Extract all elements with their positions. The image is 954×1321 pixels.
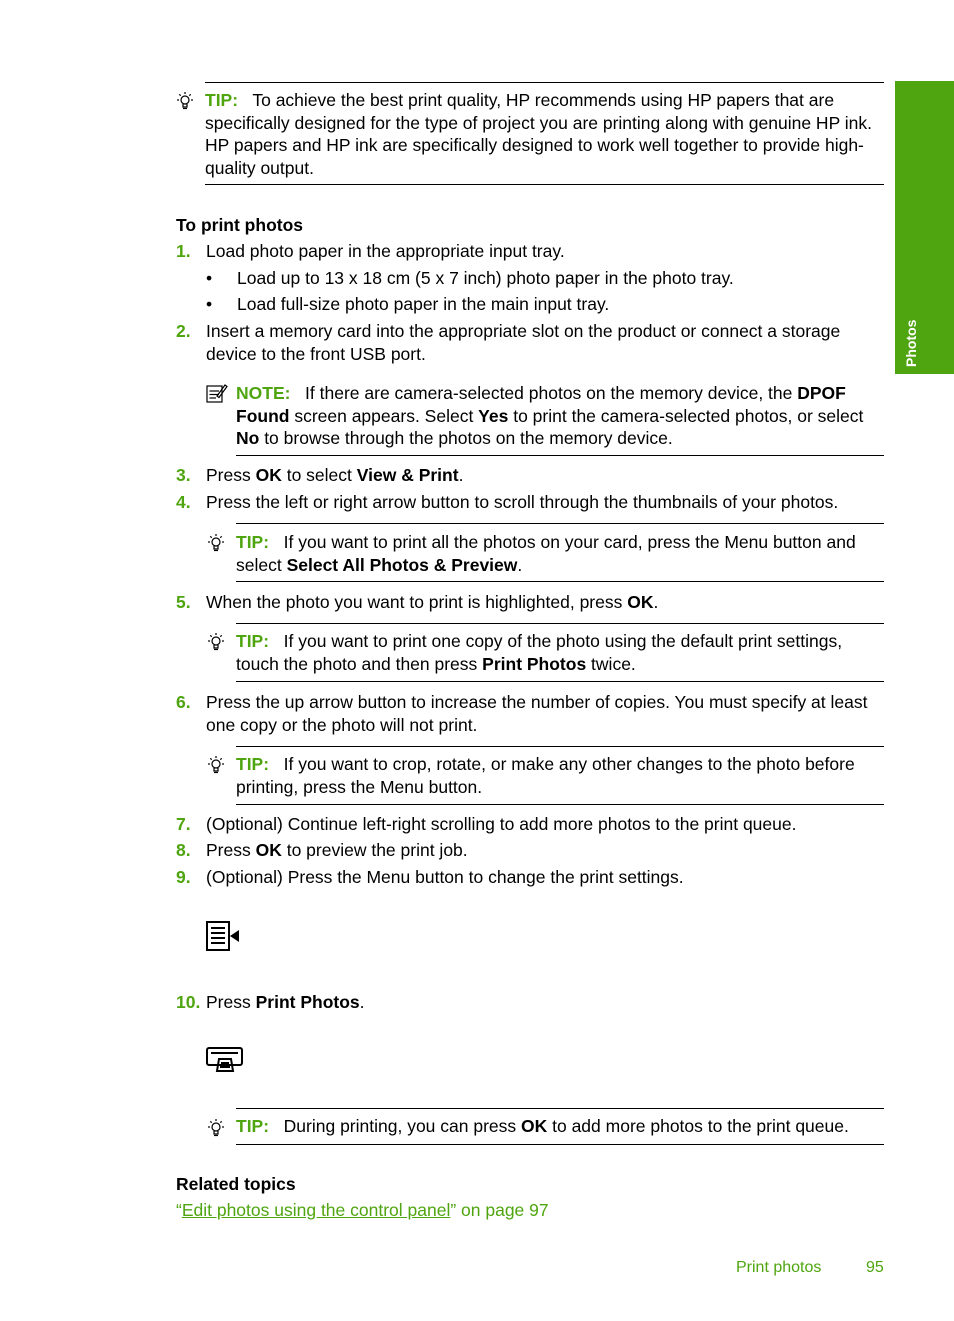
step-number: 6.	[176, 692, 191, 712]
step-number: 9.	[176, 867, 191, 887]
divider	[236, 681, 884, 682]
menu-button-icon	[205, 919, 241, 953]
step-number: 1.	[176, 241, 191, 261]
lightbulb-icon	[175, 91, 195, 111]
divider	[236, 455, 884, 456]
divider	[236, 1108, 884, 1109]
divider	[236, 746, 884, 747]
divider	[236, 804, 884, 805]
tip-text: TIP: During printing, you can press OK to add more photos to the print queue.	[236, 1116, 849, 1136]
footer-section: Print photos	[736, 1259, 822, 1276]
step-text: Press OK to select View & Print.	[206, 465, 464, 485]
step-number: 2.	[176, 321, 191, 341]
divider	[205, 184, 884, 185]
bullet-text: Load full-size photo paper in the main input tray.	[237, 294, 610, 314]
tip-text: TIP: If you want to print all the photos on your card, press the Menu button and select Select All Photos & Preview.	[236, 532, 856, 575]
tip-text: TIP: If you want to crop, rotate, or make any other changes to the photo before printing, press the Menu button.	[236, 754, 855, 797]
step-text: Press the left or right arrow button to scroll through the thumbnails of your photos.	[206, 492, 839, 512]
bullet: •	[206, 268, 213, 288]
step-text: Load photo paper in the appropriate input tray.	[206, 241, 565, 261]
bullet: •	[206, 294, 213, 314]
step-number: 10.	[176, 992, 201, 1012]
step-text: Press the up arrow button to increase the number of copies. You must specify at least one copy or the photo will not print.	[206, 692, 868, 735]
step-text: Press OK to preview the print job.	[206, 840, 468, 860]
related-link-line: “Edit photos using the control panel” on page 97	[176, 1200, 549, 1220]
section-heading: To print photos	[176, 215, 304, 235]
lightbulb-icon	[206, 632, 226, 652]
related-heading: Related topics	[176, 1174, 296, 1194]
tip-text: TIP: To achieve the best print quality, HP recommends using HP papers that are specifically designed for the type of project you are printing along with genuine HP ink. HP papers and HP ink are specifically designed to work well together to provide high-quality output.	[205, 90, 873, 178]
lightbulb-icon	[206, 1118, 226, 1138]
step-text: (Optional) Press the Menu button to change the print settings.	[206, 867, 684, 887]
tip-text: TIP: If you want to print one copy of the photo using the default print settings, touch the photo and then press Print Photos twice.	[236, 631, 843, 674]
step-number: 3.	[176, 465, 191, 485]
page-number: 95	[866, 1259, 884, 1276]
step-number: 4.	[176, 492, 191, 512]
lightbulb-icon	[206, 533, 226, 553]
lightbulb-icon	[206, 755, 226, 775]
divider	[236, 581, 884, 582]
divider	[236, 1144, 884, 1145]
note-icon	[206, 383, 228, 403]
step-text: Insert a memory card into the appropriate slot on the product or connect a storage device to the front USB port.	[206, 321, 841, 364]
print-button-icon	[205, 1045, 245, 1075]
step-text: Press Print Photos.	[206, 992, 365, 1012]
note-text: NOTE: If there are camera-selected photos on the memory device, the DPOF Found screen appears. Select Yes to print the camera-selected photos, or select No to browse through the photos on the memory device.	[236, 383, 864, 448]
divider	[236, 623, 884, 624]
step-text: When the photo you want to print is highlighted, press OK.	[206, 592, 659, 612]
divider	[236, 523, 884, 524]
bullet-text: Load up to 13 x 18 cm (5 x 7 inch) photo paper in the photo tray.	[237, 268, 734, 288]
related-link[interactable]: Edit photos using the control panel	[181, 1200, 451, 1220]
step-number: 5.	[176, 592, 191, 612]
divider	[205, 82, 884, 83]
side-tab-label: Photos	[903, 319, 919, 367]
step-text: (Optional) Continue left-right scrolling to add more photos to the print queue.	[206, 814, 797, 834]
step-number: 8.	[176, 840, 191, 860]
step-number: 7.	[176, 814, 191, 834]
